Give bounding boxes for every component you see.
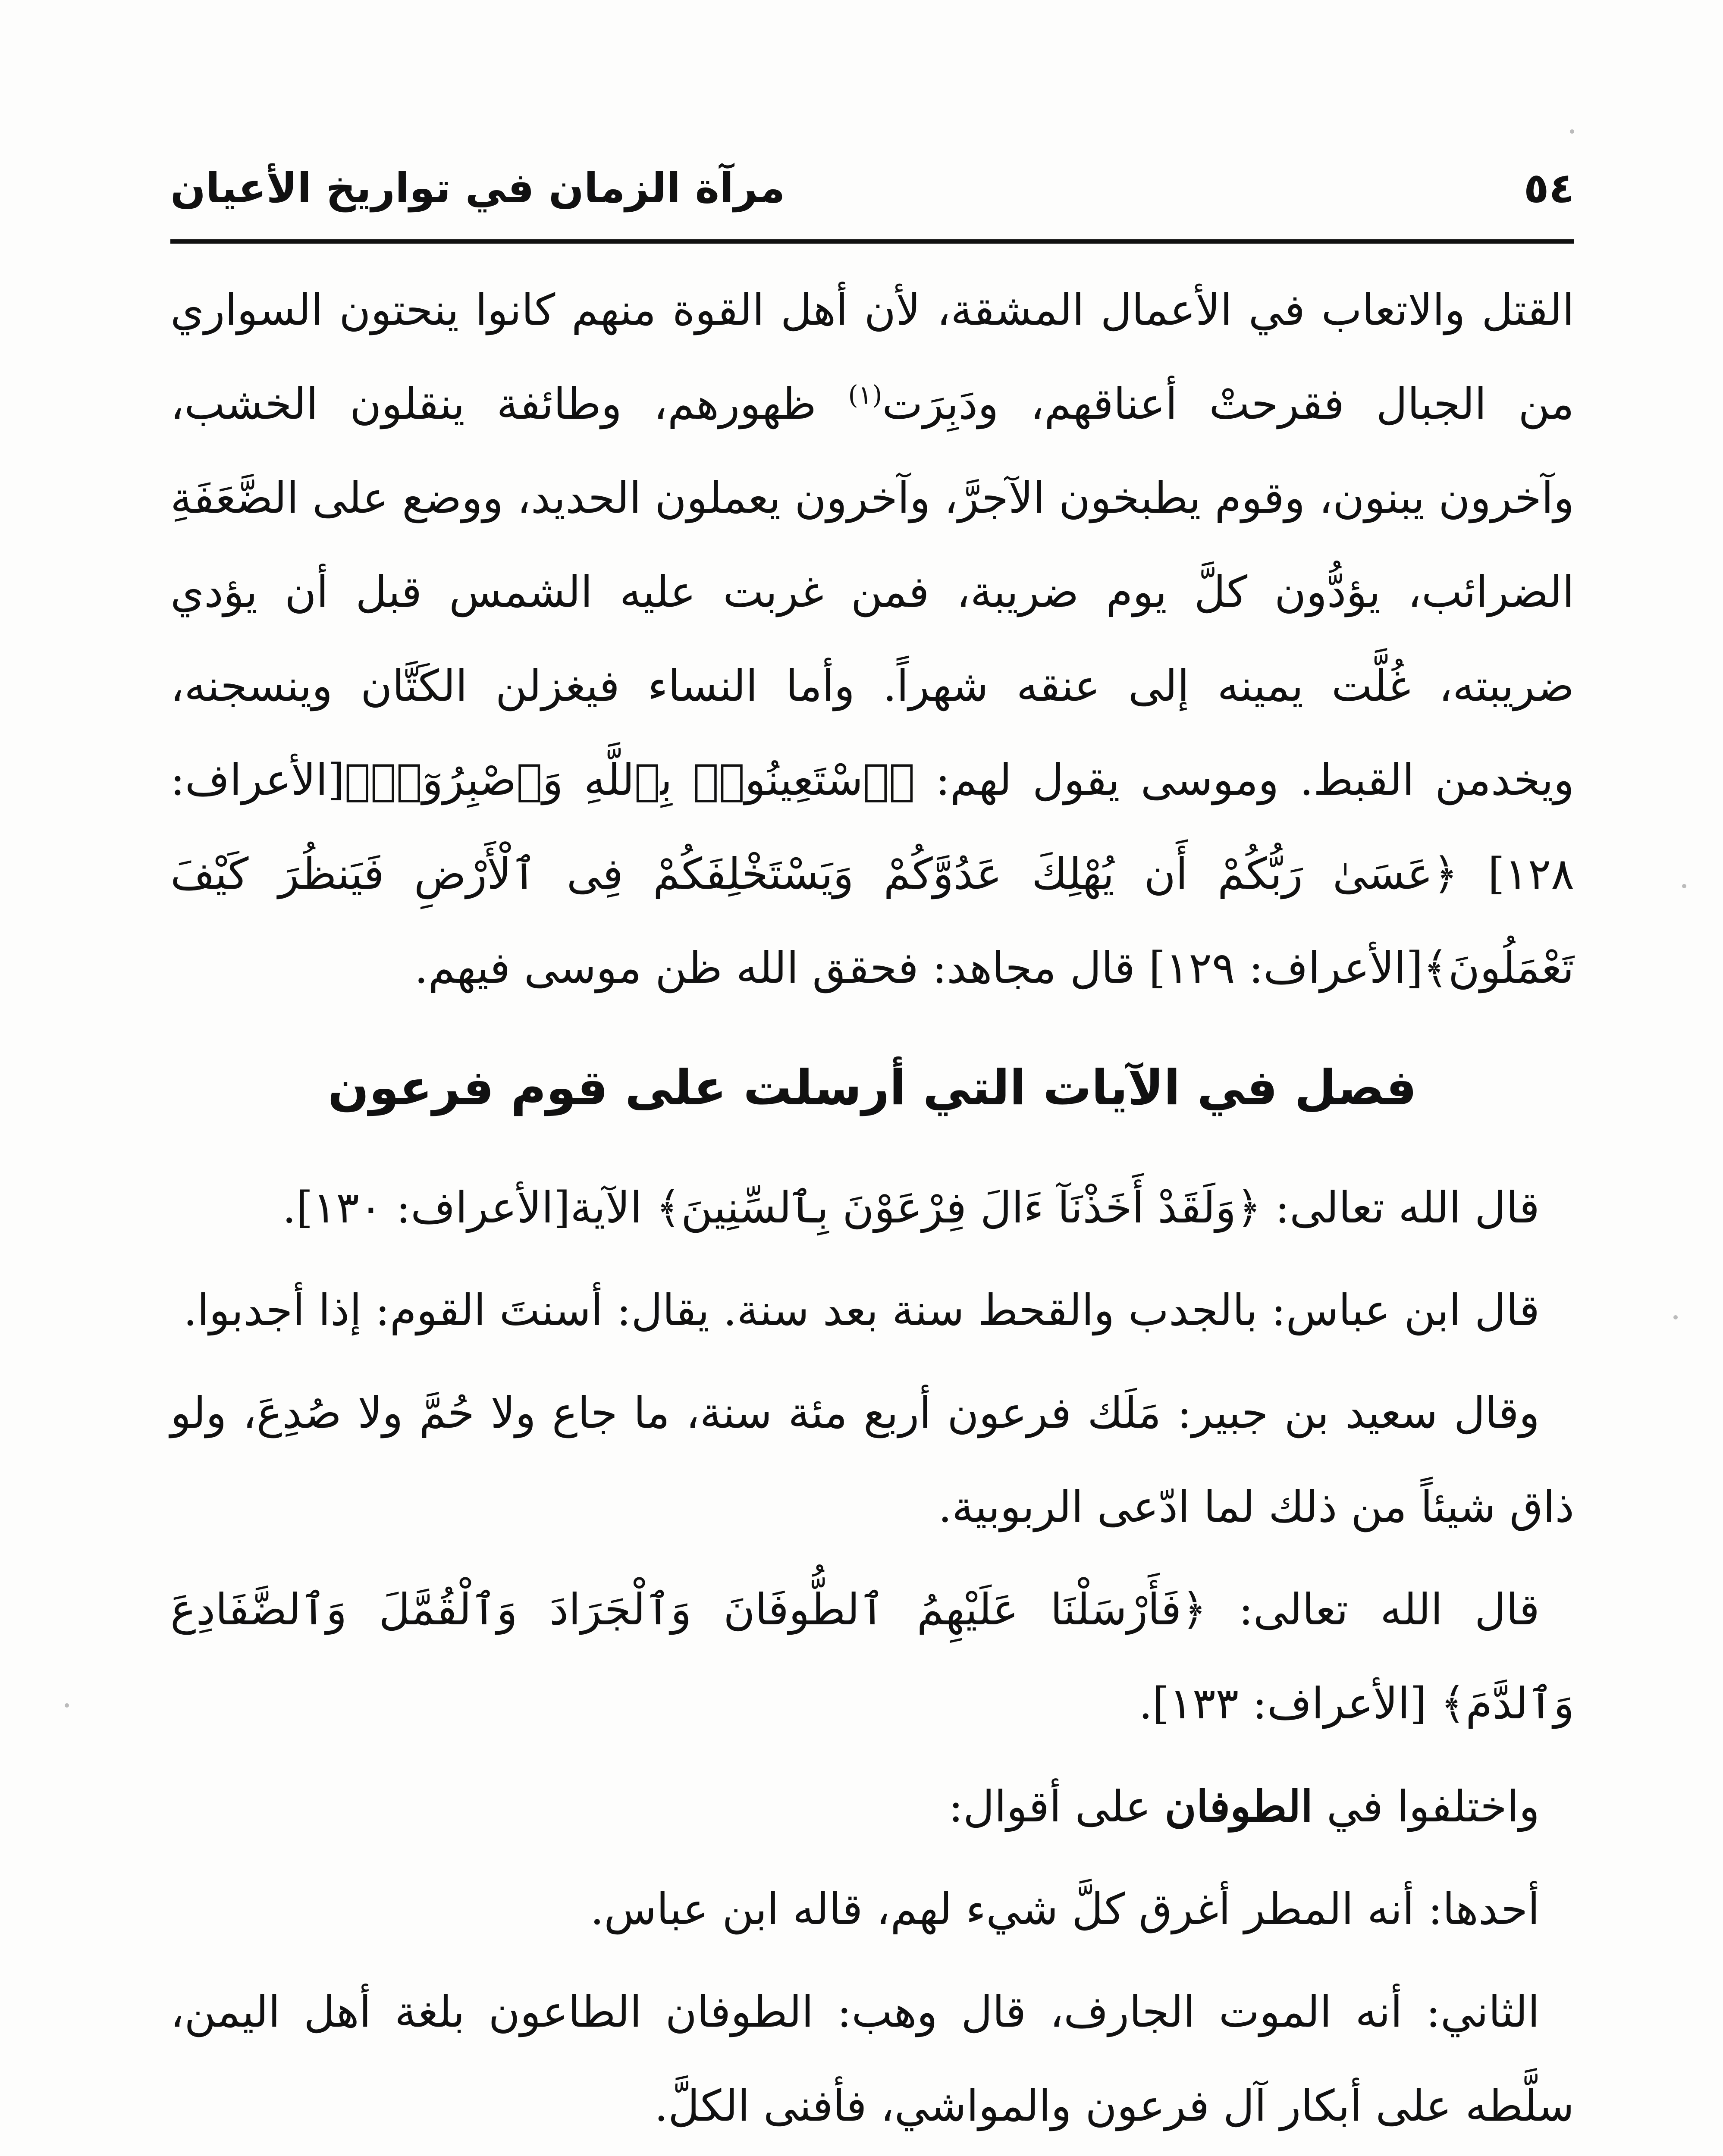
paragraph: قال الله تعالى: ﴿فَأَرْسَلْنَا عَلَيْهِمُ ٱلطُّوفَانَ وَٱلْجَرَادَ وَٱلْقُمَّلَ وَٱلضَّفَادِعَ وَٱلدَّمَ﴾ [الأعراف: ١٣٣]. — [170, 1584, 1574, 1729]
paragraph — [170, 1759, 1574, 1854]
paragraph-text: على أقوال: — [948, 1781, 1165, 1832]
paragraph-text: القتل والاتعاب في الأعمال المشقة، لأن أهل القوة منهم كانوا ينحتون السواري من الجبال فقرحتْ أعناقهم، ودَبِرَت — [170, 285, 1574, 429]
footnote-marker[interactable]: (١) — [848, 380, 882, 411]
paragraph: وقال سعيد بن جبير: مَلَك فرعون أربع مئة سنة، ما جاع ولا حُمَّ ولا صُدِعَ، ولو ذاق شيئاً من ذلك لما ادّعى الربوبية. — [170, 1388, 1574, 1532]
page-number: ٥٤ — [1523, 164, 1574, 212]
scan-speck — [1682, 884, 1686, 888]
paragraph: الثاني: أنه الموت الجارف، قال وهب: الطوفان الطاعون بلغة أهل اليمن، سلَّطه على أبكار آل فرعون والمواشي، فأفنى الكلَّ. — [170, 1987, 1574, 2131]
scan-speck — [1673, 1315, 1678, 1319]
header-divider — [170, 239, 1574, 244]
scan-speck — [65, 1703, 69, 1708]
paragraph: قال ابن عباس: بالجدب والقحط سنة بعد سنة. يقال: أسنتَ القوم: إذا أجدبوا. — [183, 1285, 1540, 1335]
section-heading: فصل في الآيات التي أرسلت على قوم فرعون — [328, 1060, 1417, 1116]
main-text — [170, 263, 1574, 2156]
scan-speck — [1570, 129, 1574, 134]
running-title: مرآة الزمان في تواريخ الأعيان — [170, 164, 785, 212]
paragraph: أحدها: أنه المطر أغرق كلَّ شيء لهم، قاله ابن عباس. — [590, 1884, 1540, 1934]
paragraph: قال الله تعالى: ﴿وَلَقَدْ أَخَذْنَآ ءَالَ فِرْعَوْنَ بِٱلسِّنِينَ﴾ الآية[الأعراف: ١٣٠]. — [282, 1182, 1540, 1233]
paragraph-text: ظهورهم، وطائفة ينقلون الخشب، وآخرون يبنون، وقوم يطبخون الآجرَّ، وآخرون يعملون الحديد، ووضع على الضَّعَفَةِ الضرائب، يؤدُّون كلَّ يوم ضريبة، فمن غربت عليه الشمس قبل أن يؤدي ضريبته، غُلَّت يمينه إلى عنقه شهراً. وأما النساء فيغزلن الكَتَّان وينسجنه، ويخدمن القبط. وموسى يقول لهم: ﴿ٱسْتَعِينُوا۟ بِٱللَّهِ وَٱصْبِرُوٓا۟﴾[الأعراف: ١٢٨] ﴿عَسَىٰ رَبُّكُمْ أَن يُهْلِكَ عَدُوَّكُمْ وَيَسْتَخْلِفَكُمْ فِى ٱلْأَرْضِ فَيَنظُرَ كَيْفَ تَعْمَلُونَ﴾[الأعراف: ١٢٩] قال مجاهد: فحقق الله ظن موسى فيهم. — [170, 379, 1574, 993]
paragraph-text: واختلفوا في — [1313, 1781, 1540, 1832]
paragraph — [170, 263, 1574, 1015]
bold-term: الطوفان — [1164, 1781, 1313, 1832]
page-header — [170, 138, 1574, 237]
